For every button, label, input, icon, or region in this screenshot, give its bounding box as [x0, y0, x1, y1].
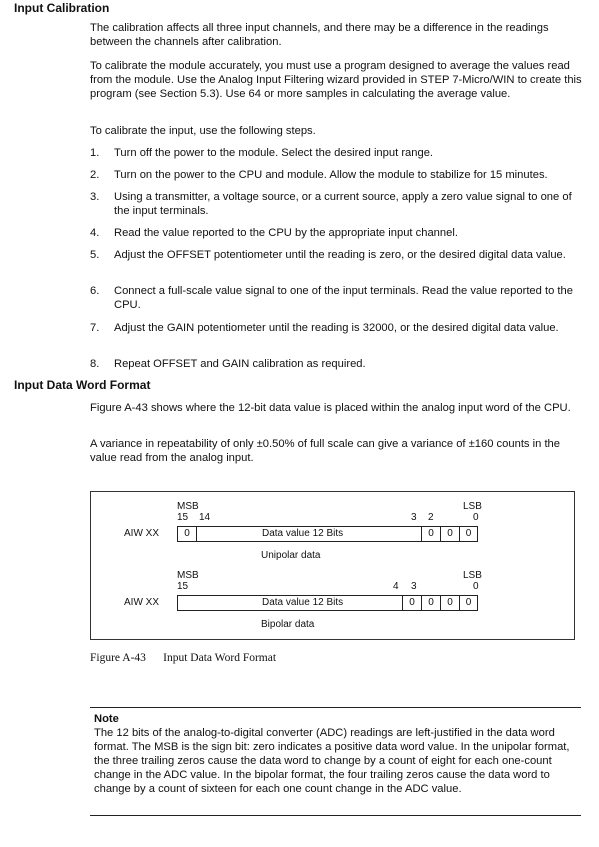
step-text: Adjust the OFFSET potentiometer until the reading is zero, or the desired digital data value.: [114, 249, 566, 261]
step-text: Using a transmitter, a voltage source, or a current source, apply a zero value signal to one of the input terminals.: [114, 191, 572, 217]
zero-bit-cell: 0: [459, 596, 477, 610]
register-label: AIW XX: [124, 597, 160, 608]
sign-bit-cell: 0: [178, 527, 197, 541]
note-top-rule: [90, 707, 581, 708]
section-heading-input-data-word-format: Input Data Word Format: [14, 378, 151, 392]
paragraph: Figure A-43 shows where the 12-bit data value is placed within the analog input word of the CPU.: [90, 402, 571, 414]
bit-number: 15: [177, 512, 189, 523]
step-number: 6.: [90, 285, 100, 297]
zero-bit-cell: 0: [421, 596, 440, 610]
unipolar-data-label: Unipolar data: [261, 550, 321, 561]
step-text: Repeat OFFSET and GAIN calibration as required.: [114, 358, 366, 370]
note-bottom-rule: [90, 815, 581, 816]
paragraph: To calibrate the input, use the following steps.: [90, 125, 316, 137]
step-number: 2.: [90, 169, 100, 181]
step-number: 8.: [90, 358, 100, 370]
step-text: Read the value reported to the CPU by the appropriate input channel.: [114, 227, 458, 239]
bit-number: 3: [411, 512, 417, 523]
step-text: Turn on the power to the CPU and module. Allow the module to stabilize for 15 minutes.: [114, 169, 548, 181]
step-text: Connect a full-scale value signal to one of the input terminals. Read the value reported to the CPU.: [114, 285, 573, 311]
bit-number: 4: [393, 581, 399, 592]
bit-number: 0: [473, 581, 479, 592]
note-title: Note: [94, 713, 119, 725]
zero-bit-cell: 0: [459, 527, 477, 541]
data-word-figure: [90, 491, 575, 640]
step-text: Adjust the GAIN potentiometer until the reading is 32000, or the desired digital data value.: [114, 322, 559, 334]
zero-bit-cell: 0: [402, 596, 421, 610]
bit-number: 14: [199, 512, 211, 523]
paragraph: To calibrate the module accurately, you must use a program designed to average the values read from the module. Use the Analog Input Filtering wizard provided in STEP 7-Micro/WIN to create this program (see Section 5.3). Use 64 or more samples in calculating the average value.: [90, 60, 582, 100]
msb-label: MSB: [177, 570, 199, 581]
note-body: The 12 bits of the analog-to-digital converter (ADC) readings are left-justified in the data word format. The MSB is the sign bit: zero indicates a positive data word value. In the unipolar format, the three trailing zeros cause the data word to change by a count of eight for each one-count change in the ADC value. In the bipolar format, the four trailing zeros cause the data word to change by a count of sixteen for each one count change in the ADC value.: [94, 727, 570, 795]
zero-bit-cell: 0: [440, 527, 459, 541]
paragraph: The calibration affects all three input channels, and there may be a difference in the readings between the channels after calibration.: [90, 22, 549, 48]
msb-label: MSB: [177, 501, 199, 512]
data-value-label: Data value 12 Bits: [262, 528, 344, 539]
bit-number: 15: [177, 581, 189, 592]
zero-bit-cell: 0: [421, 527, 440, 541]
section-heading-input-calibration: Input Calibration: [14, 1, 110, 15]
lsb-label: LSB: [463, 501, 482, 512]
bit-number: 0: [473, 512, 479, 523]
unipolar-register: [177, 526, 478, 542]
lsb-label: LSB: [463, 570, 482, 581]
register-label: AIW XX: [124, 528, 160, 539]
figure-caption: Figure A-43 Input Data Word Format: [90, 652, 277, 664]
bipolar-data-label: Bipolar data: [261, 619, 315, 630]
step-number: 7.: [90, 322, 100, 334]
data-value-label: Data value 12 Bits: [262, 597, 344, 608]
bit-number: 3: [411, 581, 417, 592]
step-number: 3.: [90, 191, 100, 203]
step-number: 1.: [90, 147, 100, 159]
step-text: Turn off the power to the module. Select the desired input range.: [114, 147, 434, 159]
bipolar-register: [177, 595, 478, 611]
step-number: 5.: [90, 249, 100, 261]
paragraph: A variance in repeatability of only ±0.50% of full scale can give a variance of ±160 counts in the value read from the analog input.: [90, 438, 560, 464]
step-number: 4.: [90, 227, 100, 239]
zero-bit-cell: 0: [440, 596, 459, 610]
bit-number: 2: [428, 512, 434, 523]
